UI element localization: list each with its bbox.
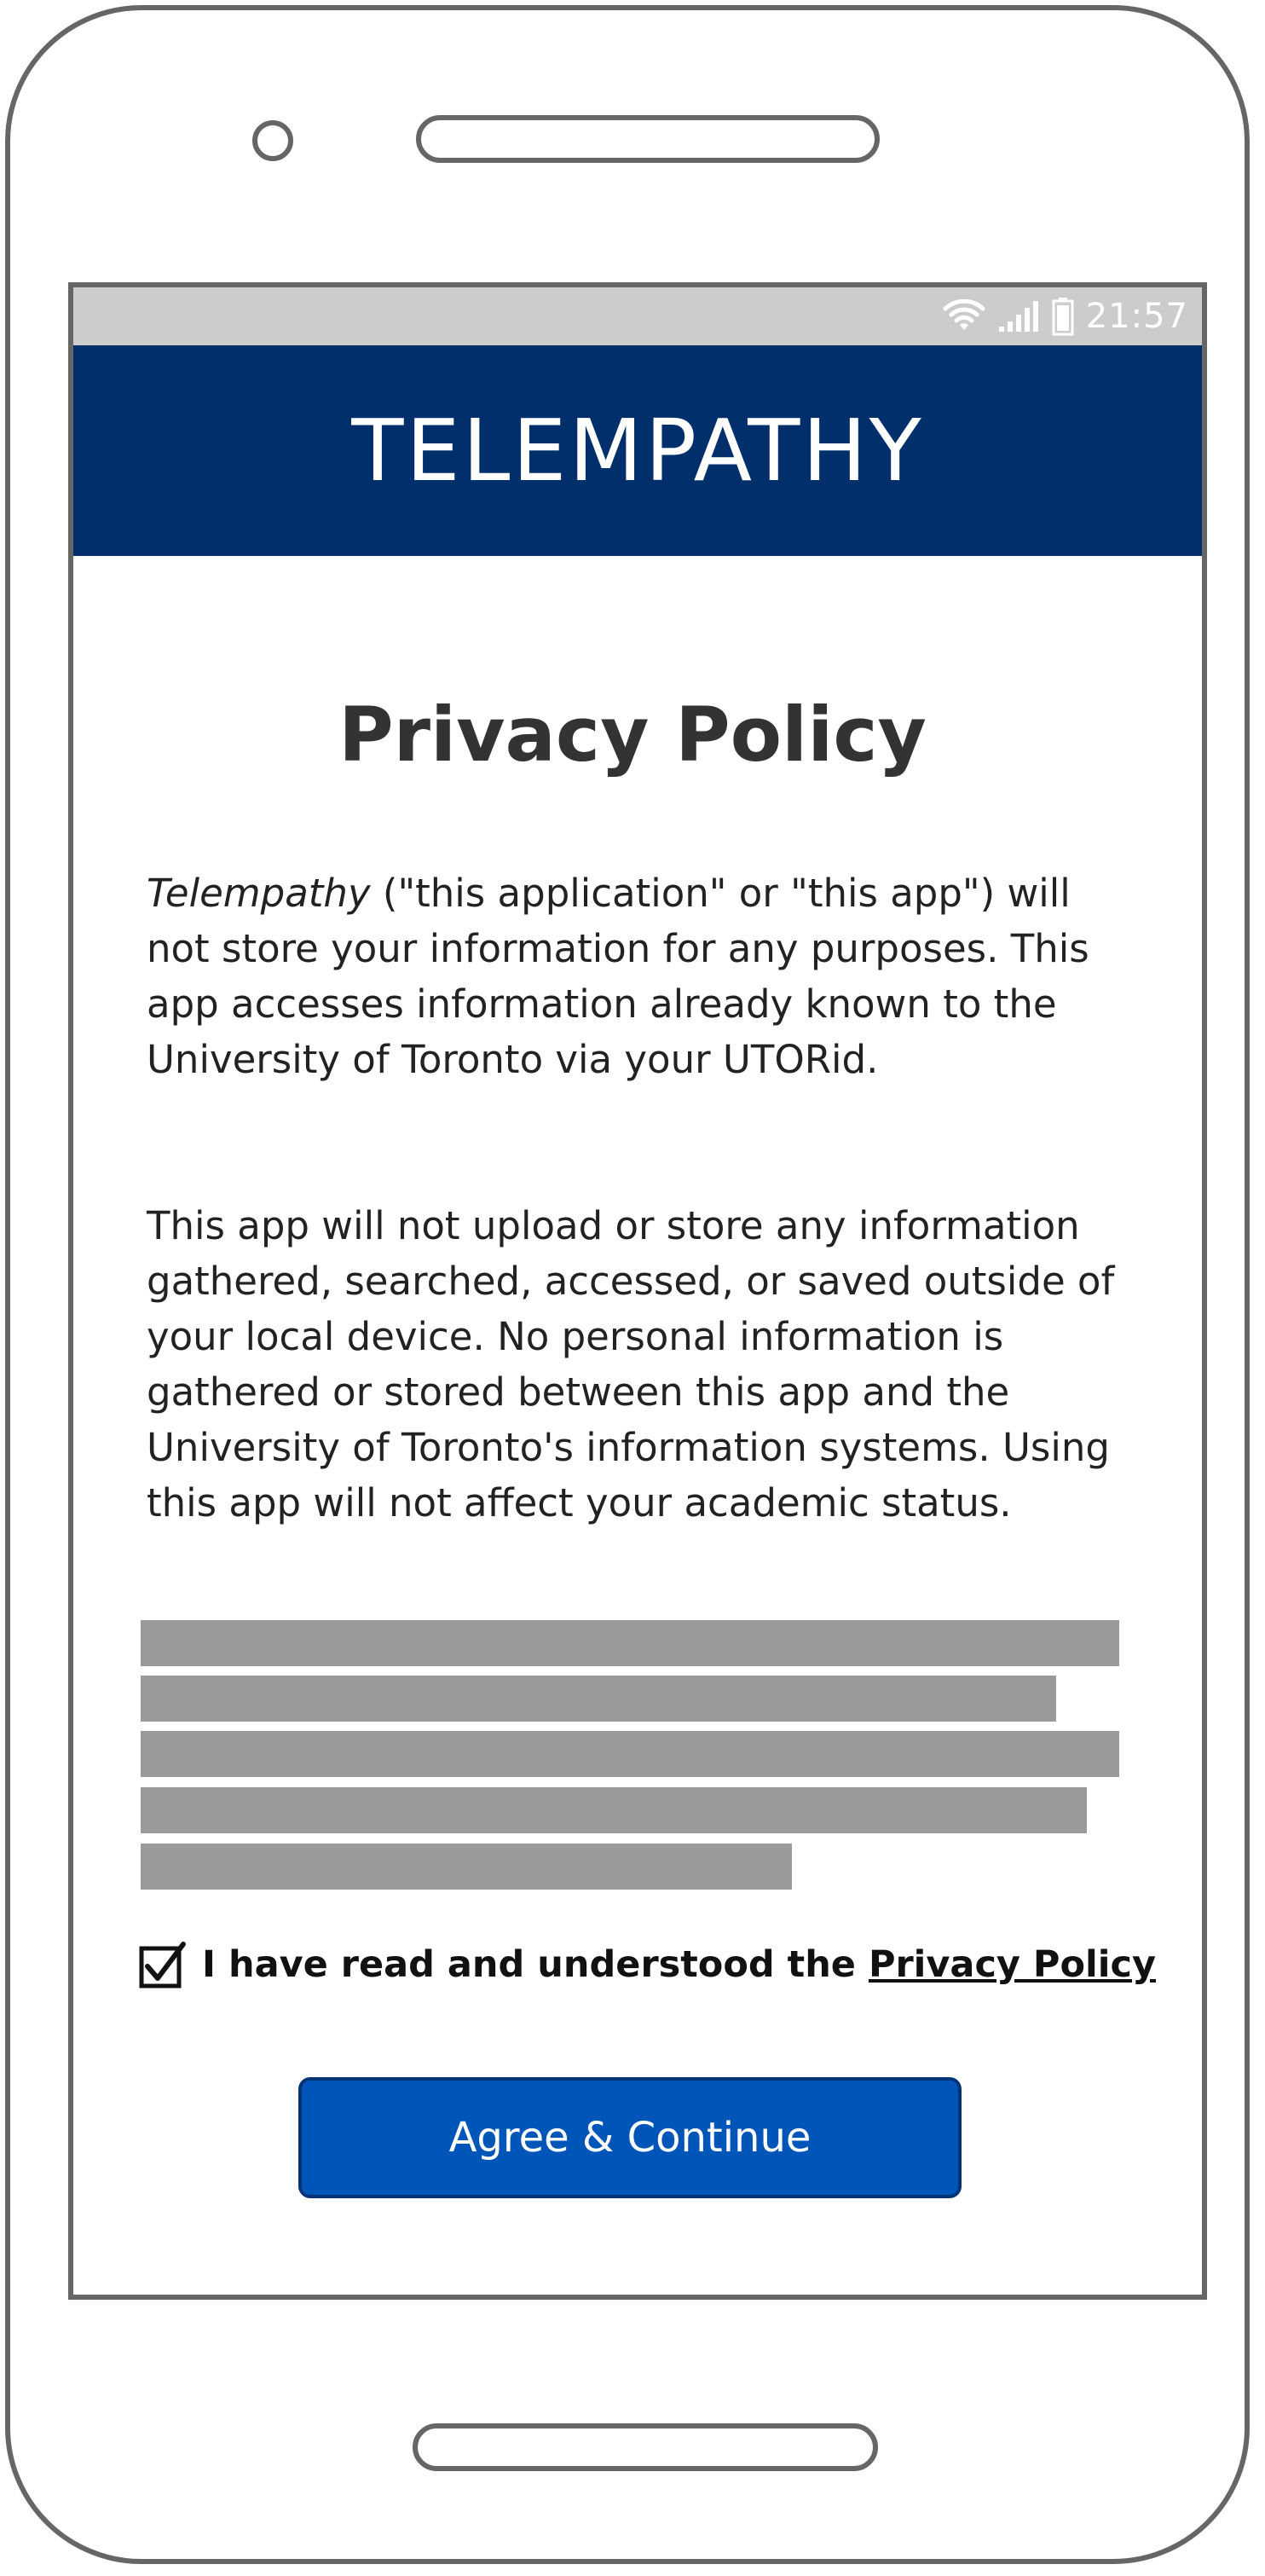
app-name-italic: Telempathy bbox=[147, 871, 371, 916]
home-button[interactable] bbox=[413, 2423, 878, 2471]
consent-label bbox=[202, 1943, 1156, 1986]
front-camera bbox=[252, 120, 293, 161]
redacted-line bbox=[141, 1787, 1087, 1833]
app-header bbox=[73, 345, 1202, 556]
battery-icon bbox=[1052, 297, 1074, 336]
consent-row bbox=[139, 1941, 1156, 1988]
redacted-line bbox=[141, 1731, 1119, 1777]
privacy-policy-link[interactable]: Privacy Policy bbox=[868, 1943, 1156, 1986]
status-time: 21:57 bbox=[1085, 297, 1188, 336]
app-title: TELEMPATHY bbox=[351, 401, 924, 501]
status-icons bbox=[943, 292, 1188, 340]
signal-icon bbox=[997, 299, 1040, 333]
policy-paragraph-2: This app will not upload or store any information gathered, searched, accessed, or saved outside of your local device. No personal information is gathered or stored between this app and the University of Toronto's information systems. Using this app will not affect your academic status. bbox=[147, 1203, 1115, 1525]
consent-label-text: I have read and understood the bbox=[202, 1943, 869, 1986]
redacted-line bbox=[141, 1620, 1119, 1666]
earpiece-speaker bbox=[416, 115, 880, 163]
redacted-line bbox=[141, 1676, 1056, 1722]
policy-paragraph-1 bbox=[147, 865, 1135, 1087]
wifi-icon bbox=[943, 299, 985, 333]
policy-paragraph-1-text: ("this application" or "this app") will not store your information for any purposes. This app accesses information already known to the University of Toronto via your UTORid. bbox=[147, 871, 1089, 1082]
consent-checkbox[interactable] bbox=[139, 1941, 187, 1988]
status-bar bbox=[73, 287, 1202, 345]
page-title: Privacy Policy bbox=[338, 691, 927, 779]
redacted-line bbox=[141, 1844, 792, 1890]
agree-continue-button[interactable]: Agree & Continue bbox=[298, 2077, 962, 2198]
